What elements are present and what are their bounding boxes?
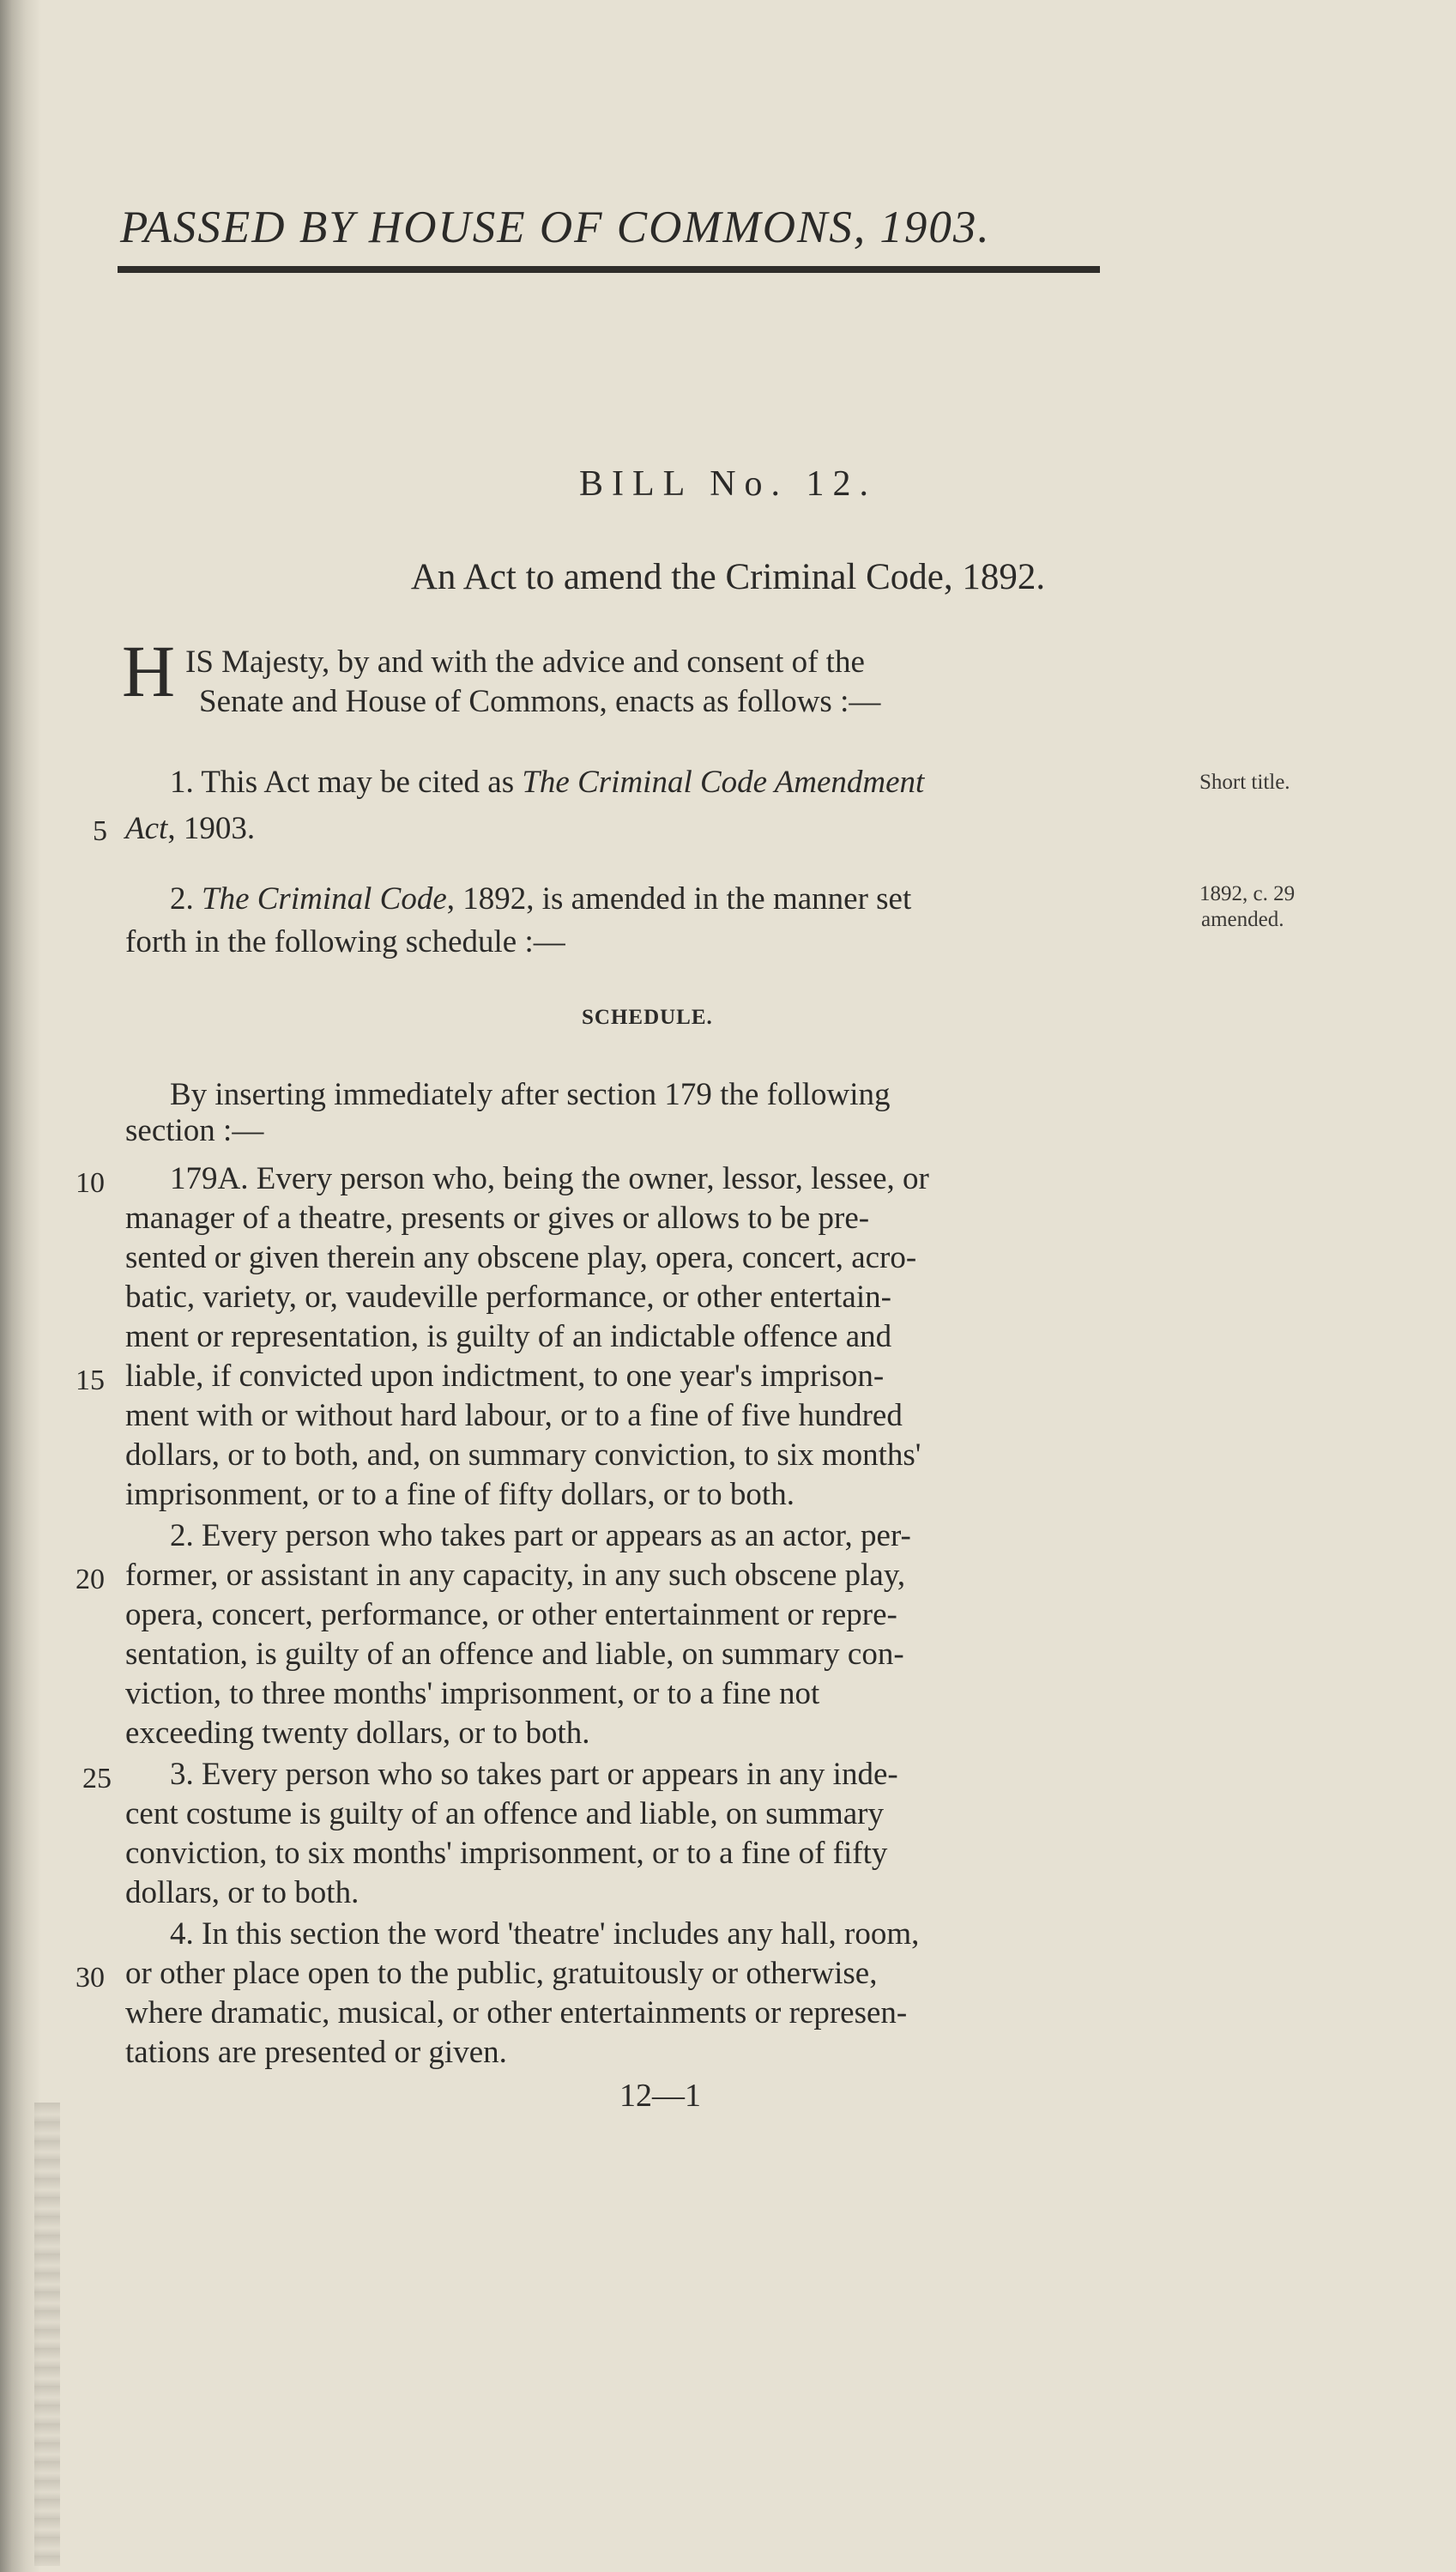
line-number: 20: [76, 1564, 105, 1595]
schedule-line: ment with or without hard labour, or to a fine of five hundred: [125, 1398, 903, 1433]
section-1-prefix: 1. This Act may be cited as: [170, 765, 523, 800]
drop-cap: H: [122, 630, 176, 712]
section-1-line-2: [125, 811, 256, 846]
section-2-rest: , 1892, is amended in the manner set: [446, 881, 912, 917]
line-number: 10: [76, 1167, 105, 1199]
schedule-line: dollars, or to both, and, on summary conviction, to six months': [125, 1437, 921, 1473]
passed-header: PASSED BY HOUSE OF COMMONS, 1903.: [120, 203, 991, 252]
section-1-year: , 1903.: [167, 811, 256, 846]
section-2-line-1: [170, 881, 912, 917]
section-2-code-name: The Criminal Code: [202, 881, 447, 917]
bill-number: BILL No. 12.: [578, 464, 878, 504]
schedule-line: ment or representation, is guilty of an indictable offence and: [125, 1319, 892, 1354]
enacting-line-2: Senate and House of Commons, enacts as follows :—: [199, 684, 881, 719]
enacting-line-1: IS Majesty, by and with the advice and consent of the: [185, 645, 865, 680]
section-1-act-name: The Criminal Code Amendment: [522, 765, 925, 800]
schedule-line: where dramatic, musical, or other entertainments or represen-: [125, 1995, 908, 2030]
schedule-line: or other place open to the public, gratuitously or otherwise,: [125, 1956, 878, 1991]
header-rule: [118, 266, 1100, 273]
line-number: 30: [76, 1962, 105, 1994]
schedule-line: opera, concert, performance, or other entertainment or repre-: [125, 1597, 897, 1632]
line-number: 25: [82, 1763, 112, 1794]
schedule-line: section :—: [125, 1113, 264, 1148]
schedule-line: tations are presented or given.: [125, 2035, 507, 2070]
schedule-line: viction, to three months' imprisonment, or to a fine not: [125, 1676, 820, 1711]
schedule-line: 3. Every person who so takes part or appears in any inde-: [170, 1757, 898, 1792]
schedule-line: 179A. Every person who, being the owner, lessor, lessee, or: [170, 1161, 929, 1196]
schedule-line: cent costume is guilty of an offence and liable, on summary: [125, 1796, 884, 1831]
section-1-act-word: Act: [125, 811, 168, 846]
section-2-line-2: forth in the following schedule :—: [125, 924, 565, 959]
section-1-line-1: [170, 767, 924, 798]
sidenote-short-title: Short title.: [1199, 771, 1290, 794]
schedule-line: manager of a theatre, presents or gives or allows to be pre-: [125, 1201, 870, 1236]
schedule-line: By inserting immediately after section 179 the following: [170, 1077, 891, 1112]
line-number: 15: [76, 1365, 105, 1396]
schedule-line: sentation, is guilty of an offence and liable, on summary con-: [125, 1637, 904, 1672]
schedule-line: former, or assistant in any capacity, in any such obscene play,: [125, 1558, 906, 1593]
sidenote-amended-line-1: 1892, c. 29: [1199, 882, 1296, 905]
act-title: An Act to amend the Criminal Code, 1892.: [410, 557, 1046, 597]
schedule-line: 2. Every person who takes part or appears as an actor, per-: [170, 1518, 911, 1553]
line-number: 5: [93, 815, 107, 847]
schedule-line: exceeding twenty dollars, or to both.: [125, 1716, 590, 1751]
page-signature: 12—1: [619, 2078, 701, 2114]
schedule-line: batic, variety, or, vaudeville performance, or other entertain-: [125, 1280, 891, 1315]
schedule-line: 4. In this section the word 'theatre' includes any hall, room,: [170, 1916, 920, 1952]
schedule-line: sented or given therein any obscene play, opera, concert, acro-: [125, 1240, 917, 1275]
section-2-prefix: 2.: [170, 881, 202, 917]
schedule-line: liable, if convicted upon indictment, to one year's imprison-: [125, 1359, 885, 1394]
schedule-heading: SCHEDULE.: [582, 1006, 713, 1029]
schedule-line: conviction, to six months' imprisonment, or to a fine of fifty: [125, 1836, 888, 1871]
sidenote-amended-line-2: amended.: [1201, 908, 1284, 931]
page-edge-wear: [34, 2103, 60, 2566]
schedule-line: imprisonment, or to a fine of fifty dollars, or to both.: [125, 1477, 794, 1512]
schedule-line: dollars, or to both.: [125, 1875, 359, 1910]
